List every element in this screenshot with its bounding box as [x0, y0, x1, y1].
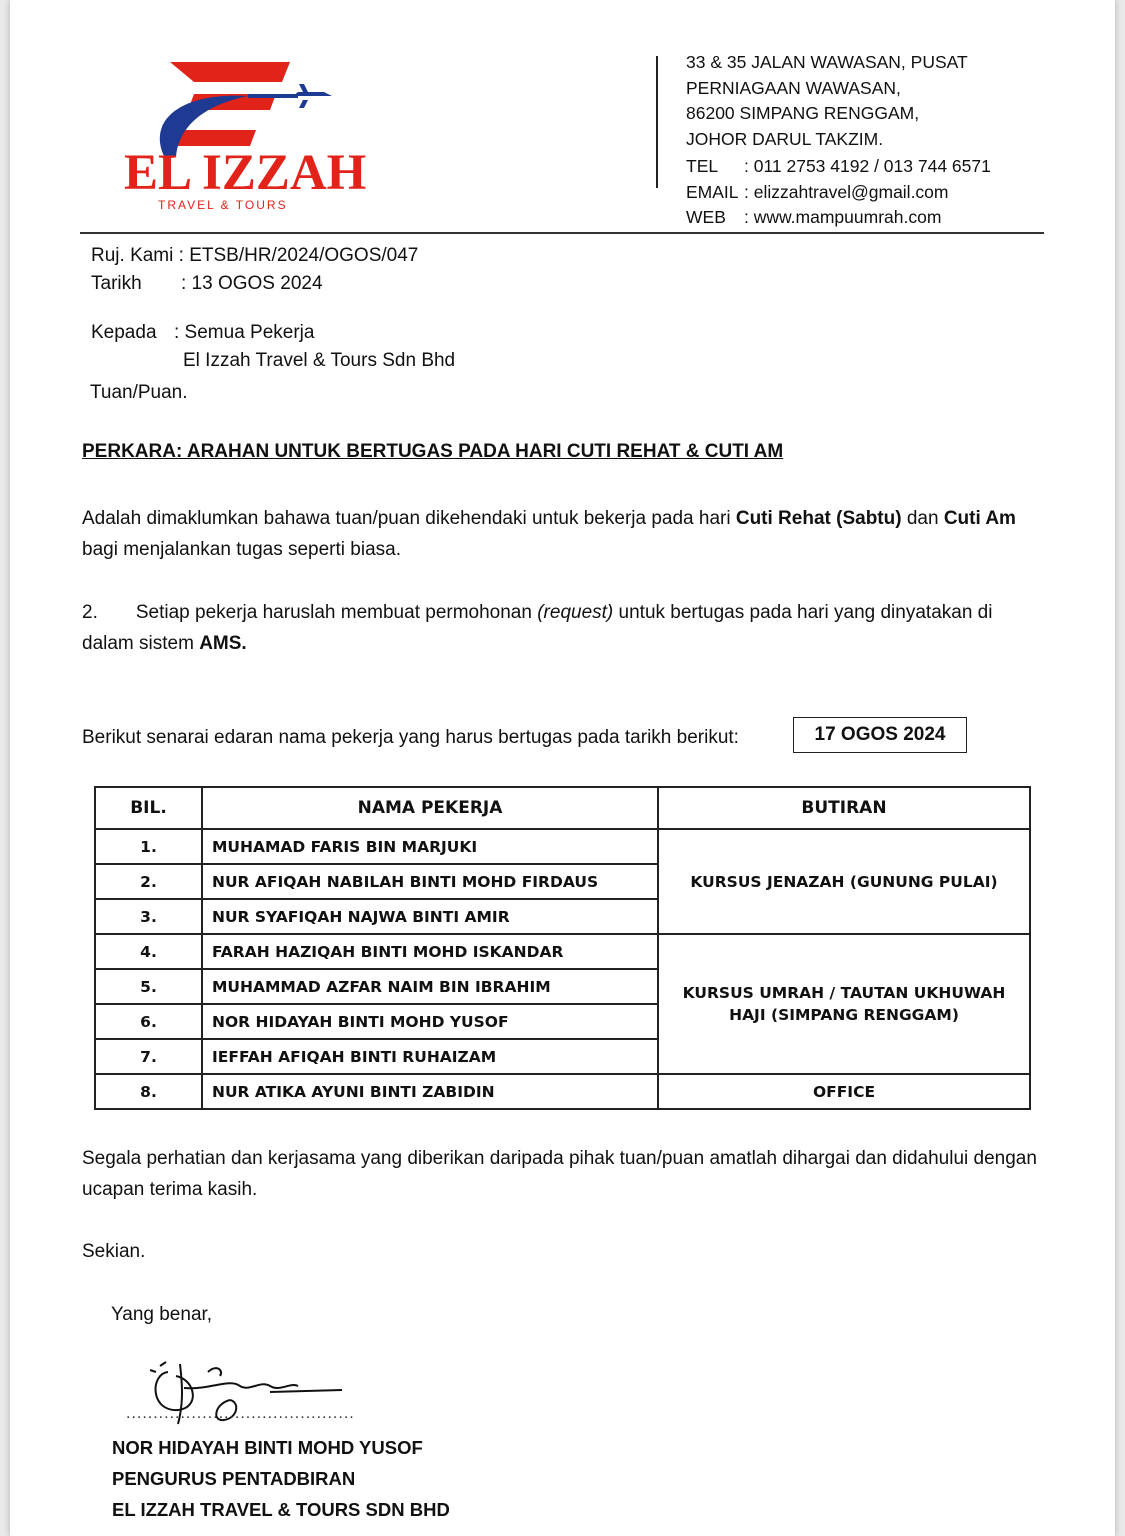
tel-line	[686, 154, 991, 180]
header-divider	[656, 56, 658, 188]
row-number: 5.	[95, 969, 202, 1004]
para2-bold-ams: AMS.	[199, 633, 247, 654]
para1-text-end: bagi menjalankan tugas seperti biasa.	[82, 539, 401, 560]
signer-company: EL IZZAH TRAVEL & TOURS SDN BHD	[112, 1499, 450, 1520]
detail-cell: OFFICE	[658, 1074, 1030, 1109]
table-row	[95, 1074, 1030, 1109]
employee-name: NOR HIDAYAH BINTI MOHD YUSOF	[202, 1004, 658, 1039]
row-number: 3.	[95, 899, 202, 934]
recipient-company: El Izzah Travel & Tours Sdn Bhd	[183, 350, 456, 371]
employee-name: IEFFAH AFIQAH BINTI RUHAIZAM	[202, 1039, 658, 1074]
employee-name: NUR SYAFIQAH NAJWA BINTI AMIR	[202, 899, 658, 934]
recipient-label: Kepada	[91, 322, 157, 343]
company-address-block	[686, 50, 991, 231]
detail-cell: KURSUS UMRAH / TAUTAN UKHUWAH HAJI (SIMPANG RENGGAM)	[658, 934, 1030, 1074]
recipient-value: : Semua Pekerja	[174, 322, 315, 343]
detail-cell: KURSUS JENAZAH (GUNUNG PULAI)	[658, 829, 1030, 934]
para1-text-dan: dan	[901, 508, 944, 529]
address-line: 86200 SIMPANG RENGGAM,	[686, 103, 920, 123]
logo-name: EL IZZAH	[124, 145, 367, 201]
para2-text: Setiap pekerja haruslah membuat permohonan	[135, 602, 538, 623]
staff-duty-table	[94, 786, 1031, 1110]
row-number: 4.	[95, 934, 202, 969]
signer-name: NOR HIDAYAH BINTI MOHD YUSOF	[112, 1437, 423, 1458]
signer-block	[112, 1432, 450, 1525]
table-row	[95, 934, 1030, 969]
row-number: 2.	[95, 864, 202, 899]
logo-tagline: TRAVEL & TOURS	[158, 198, 288, 212]
closing-paragraph: Segala perhatian dan kerjasama yang diberikan daripada pihak tuan/puan amatlah dihargai dan didahului dengan ucapan terima kasih.	[82, 1148, 1037, 1200]
employee-name: NUR ATIKA AYUNI BINTI ZABIDIN	[202, 1074, 658, 1109]
header-butiran: BUTIRAN	[658, 787, 1030, 829]
tel-label: TEL	[686, 156, 719, 176]
address-line: JOHOR DARUL TAKZIM.	[686, 128, 884, 149]
row-number: 6.	[95, 1004, 202, 1039]
salutation: Tuan/Puan.	[90, 382, 188, 403]
web-label: WEB	[686, 207, 726, 227]
table-row	[95, 829, 1030, 864]
list-intro: Berikut senarai edaran nama pekerja yang harus bertugas pada tarikh berikut:	[82, 727, 739, 748]
employee-name: NUR AFIQAH NABILAH BINTI MOHD FIRDAUS	[202, 864, 658, 899]
para2-number: 2.	[82, 602, 98, 623]
address-line: PERNIAGAAN WAWASAN,	[686, 77, 901, 98]
letter-page	[10, 0, 1115, 1536]
row-number: 7.	[95, 1039, 202, 1074]
header-nama-pekerja: NAMA PEKERJA	[202, 787, 658, 829]
web-value: : www.mampuumrah.com	[744, 207, 942, 227]
tel-value: : 011 2753 4192 / 013 744 6571	[744, 156, 991, 176]
email-value: : elizzahtravel@gmail.com	[744, 181, 949, 202]
para2-text-2: untuk bertugas pada hari yang dinyatakan di dalam sistem	[82, 602, 993, 654]
email-label: EMAIL	[686, 181, 739, 202]
paragraph-1	[82, 503, 1042, 565]
table-header-row	[95, 787, 1030, 829]
para1-bold-cuti-am: Cuti Am	[943, 508, 1016, 529]
subject-line: PERKARA: ARAHAN UNTUK BERTUGAS PADA HARI CUTI REHAT & CUTI AM	[82, 441, 784, 462]
email-line	[686, 180, 991, 206]
para1-text: Adalah dimaklumkan bahawa tuan/puan dikehendaki untuk bekerja pada hari	[82, 508, 736, 529]
web-line	[686, 205, 991, 231]
header-bil: BIL.	[95, 787, 202, 829]
sekian-text: Sekian.	[82, 1241, 146, 1262]
signature-line: ..........................................	[126, 1405, 355, 1422]
employee-name: FARAH HAZIQAH BINTI MOHD ISKANDAR	[202, 934, 658, 969]
duty-date-box: 17 OGOS 2024	[793, 717, 967, 753]
para2-italic-request: (request)	[537, 602, 614, 623]
employee-name: MUHAMMAD AZFAR NAIM BIN IBRAHIM	[202, 969, 658, 1004]
reference-number: Ruj. Kami : ETSB/HR/2024/OGOS/047	[91, 245, 419, 266]
row-number: 1.	[95, 829, 202, 864]
para1-bold-cuti-rehat: Cuti Rehat (Sabtu)	[735, 508, 902, 529]
company-logo	[108, 52, 367, 222]
signer-title: PENGURUS PENTADBIRAN	[112, 1468, 356, 1489]
paragraph-2	[82, 597, 1042, 659]
employee-name: MUHAMAD FARIS BIN MARJUKI	[202, 829, 658, 864]
address-line: 33 & 35 JALAN WAWASAN, PUSAT	[686, 52, 968, 72]
row-number: 8.	[95, 1074, 202, 1109]
yang-benar-text: Yang benar,	[111, 1304, 213, 1325]
header-rule	[80, 232, 1044, 234]
date-label: Tarikh	[91, 273, 142, 294]
date-value: : 13 OGOS 2024	[181, 273, 323, 294]
